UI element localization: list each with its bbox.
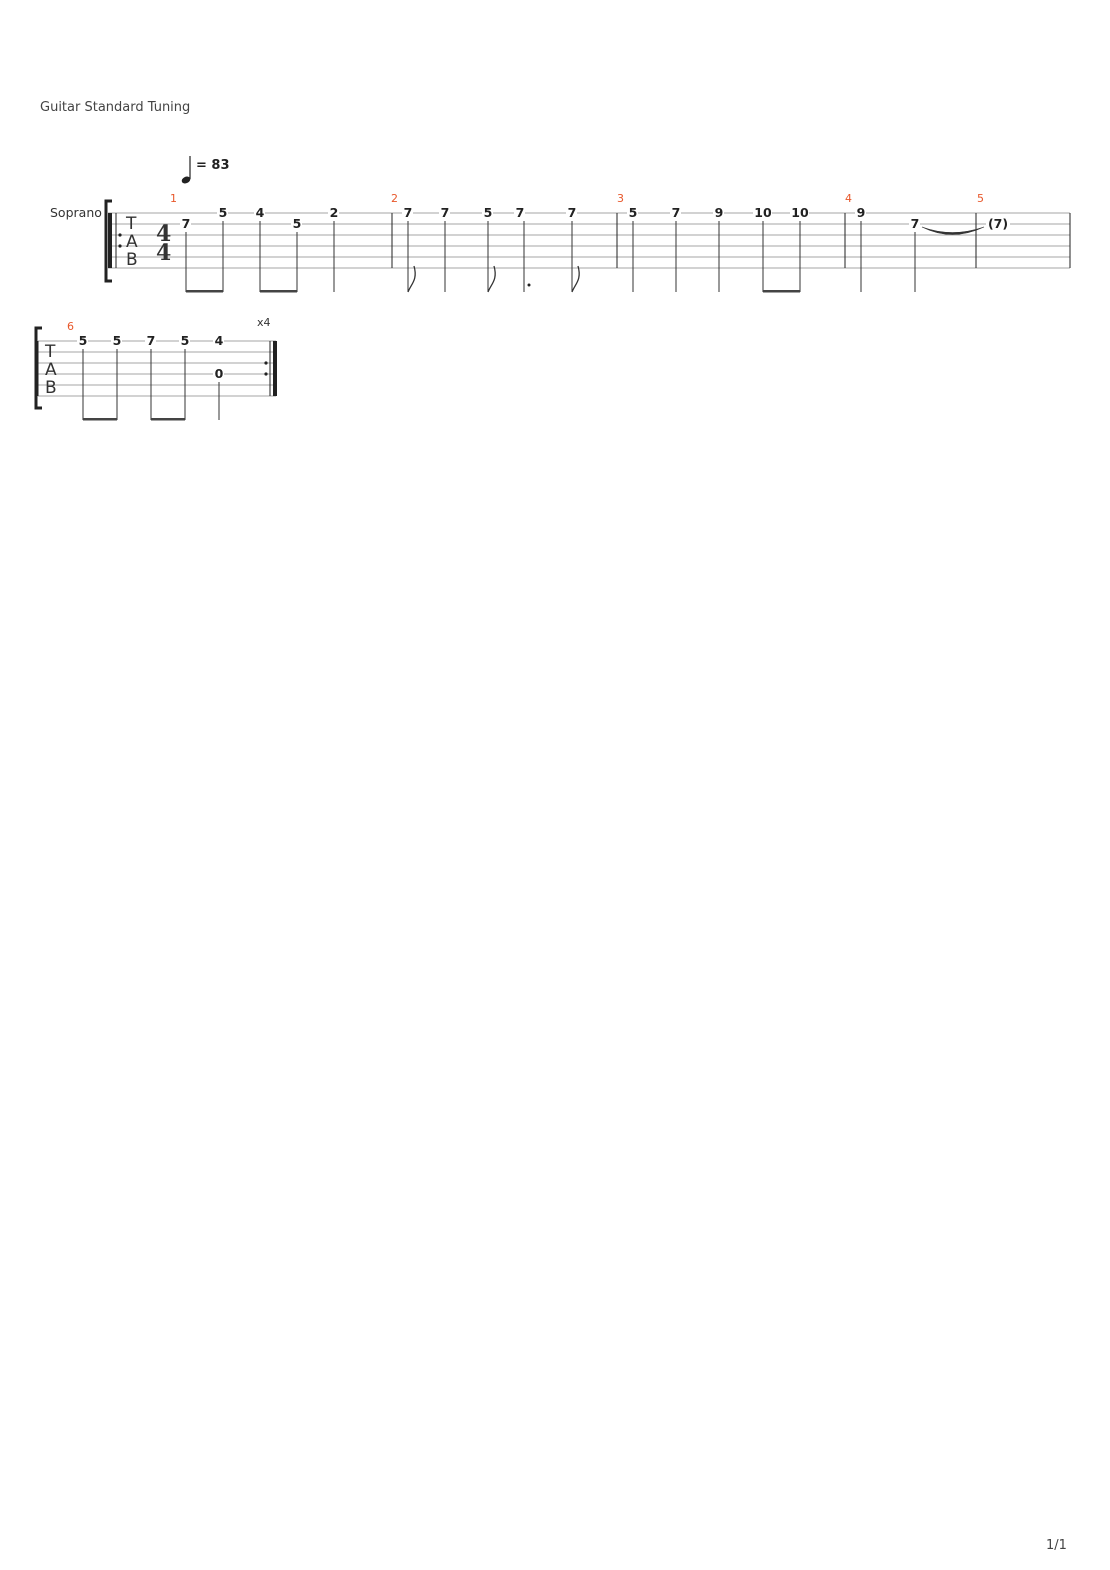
fret-number: 5 bbox=[180, 333, 190, 348]
repeat-dot bbox=[264, 372, 267, 375]
tuning-label: Guitar Standard Tuning bbox=[40, 100, 191, 115]
eighth-flag-icon bbox=[488, 266, 495, 292]
system-2 bbox=[36, 316, 277, 421]
fret-number: 7 bbox=[403, 205, 413, 220]
fret-number: 5 bbox=[78, 333, 88, 348]
tab-clef-b: B bbox=[126, 250, 138, 270]
eighth-flag-icon bbox=[408, 266, 415, 292]
fret-number: 10 bbox=[791, 205, 809, 220]
beam bbox=[186, 290, 223, 293]
repeat-dot bbox=[264, 361, 267, 364]
fret-number: 7 bbox=[567, 205, 577, 220]
track-name: Soprano bbox=[50, 205, 102, 220]
fret-number: 9 bbox=[714, 205, 724, 220]
beam bbox=[260, 290, 297, 293]
fret-number: 2 bbox=[329, 205, 339, 220]
tempo-value: = 83 bbox=[196, 158, 230, 173]
measure-number: 6 bbox=[67, 320, 74, 333]
system-1 bbox=[50, 156, 1070, 293]
repeat-dot bbox=[118, 244, 121, 247]
eighth-flag-icon bbox=[572, 266, 579, 292]
fret-number: 5 bbox=[112, 333, 122, 348]
fret-number: 0 bbox=[214, 366, 224, 381]
measure-6 bbox=[77, 333, 224, 421]
fret-number: 7 bbox=[181, 216, 191, 231]
measure-2 bbox=[402, 205, 579, 292]
measure-number: 1 bbox=[170, 192, 177, 205]
barlines-1 bbox=[392, 213, 1070, 268]
tempo-mark bbox=[181, 156, 230, 185]
measure-number: 5 bbox=[977, 192, 984, 205]
repeat-end-thick-bar bbox=[273, 341, 277, 396]
repeat-dot bbox=[118, 233, 121, 236]
fret-number: 5 bbox=[483, 205, 493, 220]
fret-number: 7 bbox=[910, 216, 920, 231]
fret-number: 9 bbox=[856, 205, 866, 220]
fret-number: 7 bbox=[440, 205, 450, 220]
fret-number: 5 bbox=[292, 216, 302, 231]
fret-number: 4 bbox=[214, 333, 224, 348]
fret-number: 5 bbox=[218, 205, 228, 220]
repeat-start-thick-bar bbox=[108, 213, 112, 268]
tab-clef-b: B bbox=[45, 378, 57, 398]
beam bbox=[83, 418, 117, 421]
beam bbox=[151, 418, 185, 421]
time-signature-bottom: 4 bbox=[156, 240, 172, 266]
tie-arc bbox=[922, 227, 984, 235]
staff-lines-2 bbox=[38, 341, 276, 396]
tab-clef-a: A bbox=[45, 360, 57, 380]
staff-lines-1 bbox=[108, 213, 1070, 268]
repeat-count: x4 bbox=[257, 316, 271, 329]
fret-number: (7) bbox=[987, 216, 1009, 231]
fret-number: 10 bbox=[754, 205, 772, 220]
dotted-note-dot bbox=[528, 284, 531, 287]
fret-number: 4 bbox=[255, 205, 265, 220]
fret-number: 7 bbox=[146, 333, 156, 348]
measure-number: 2 bbox=[391, 192, 398, 205]
measure-4 bbox=[855, 205, 984, 292]
beam bbox=[763, 290, 800, 293]
page-number: 1/1 bbox=[1046, 1538, 1067, 1553]
measure-5 bbox=[986, 216, 1010, 231]
fret-number: 5 bbox=[628, 205, 638, 220]
fret-number: 7 bbox=[671, 205, 681, 220]
measure-1 bbox=[180, 205, 339, 293]
tab-clef-t: T bbox=[126, 214, 137, 234]
measure-3 bbox=[627, 205, 809, 293]
tab-clef-a: A bbox=[126, 232, 138, 252]
fret-number: 7 bbox=[515, 205, 525, 220]
measure-number: 3 bbox=[617, 192, 624, 205]
time-signature-top: 4 bbox=[156, 221, 172, 247]
measure-number: 4 bbox=[845, 192, 852, 205]
tab-clef-t: T bbox=[45, 342, 56, 362]
